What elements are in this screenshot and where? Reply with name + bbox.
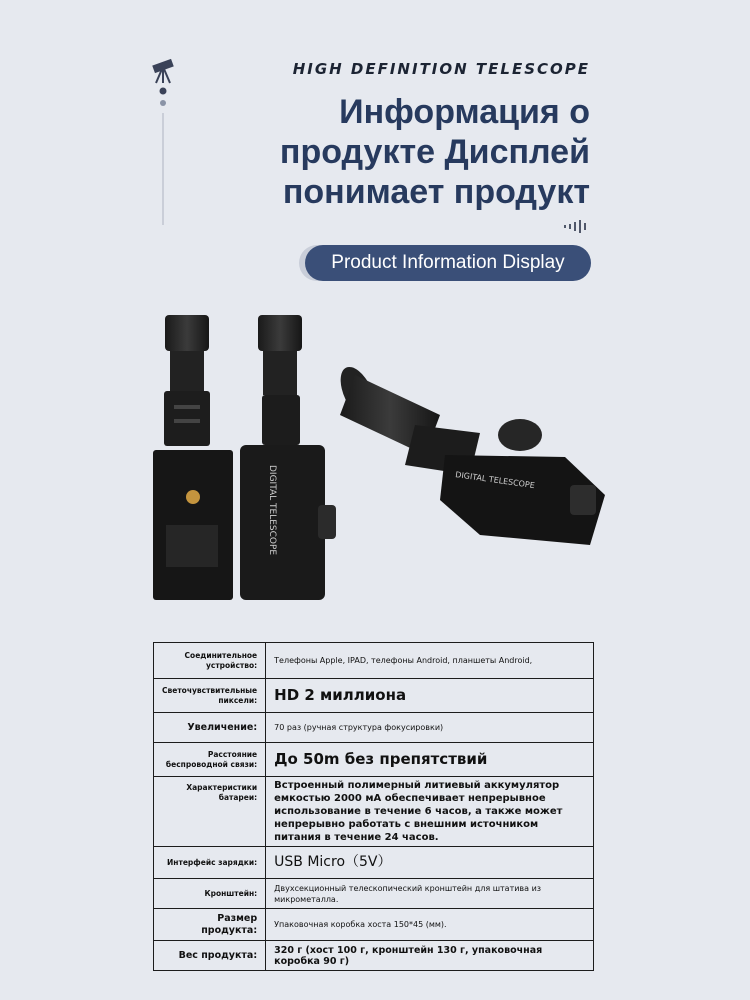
product-info-badge: Product Information Display (305, 245, 591, 281)
table-row (154, 713, 594, 743)
spec-value: HD 2 миллиона (266, 679, 594, 713)
title-line-2: продукте Дисплей (279, 133, 590, 171)
spec-label: Вес продукта: (154, 941, 266, 971)
product-photo (150, 305, 610, 610)
spec-label: Расстояние беспроводной связи: (154, 743, 266, 777)
table-row (154, 743, 594, 777)
device-label-angled: DIGITAL TELESCOPE (454, 470, 536, 491)
spec-label: Размер продукта: (154, 909, 266, 941)
table-row (154, 847, 594, 879)
table-row (154, 777, 594, 847)
spec-value: 320 г (хост 100 г, кронштейн 130 г, упаковочная коробка 90 г) (266, 941, 594, 971)
spec-value: 70 раз (ручная структура фокусировки) (266, 713, 594, 743)
spec-value: Телефоны Apple, IPAD, телефоны Android, планшеты Android, (266, 643, 594, 679)
spec-label: Соединительное устройство: (154, 643, 266, 679)
table-row (154, 941, 594, 971)
sound-wave-icon (562, 218, 590, 234)
telescope-front-view (153, 315, 233, 600)
table-row (154, 643, 594, 679)
device-label-side: DIGITAL TELESCOPE (267, 465, 277, 556)
table-row (154, 909, 594, 941)
spec-value: До 50m без препятствий (266, 743, 594, 777)
spec-label: Светочувствительные пиксели: (154, 679, 266, 713)
telescope-side-view (240, 315, 336, 600)
telescope-angled-view (333, 362, 605, 545)
spec-label: Интерфейс зарядки: (154, 847, 266, 879)
spec-label: Кронштейн: (154, 879, 266, 909)
spec-value: Встроенный полимерный литиевый аккумулятор емкостью 2000 мА обеспечивает непрерывное использование в течение 6 часов, а также может непрерывно работать с внешним источником питания в течение 24 часов. (266, 777, 594, 847)
title-line-3: понимает продукт (282, 173, 590, 211)
title-line-1: Информация о (339, 93, 590, 131)
page-title (170, 92, 590, 212)
spec-label: Характеристики батареи: (154, 777, 266, 847)
spec-value: Упаковочная коробка хоста 150*45 (мм). (266, 909, 594, 941)
table-row (154, 679, 594, 713)
spec-label: Увеличение: (154, 713, 266, 743)
spec-value: Двухсекционный телескопический кронштейн для штатива из микрометалла. (266, 879, 594, 909)
table-row (154, 879, 594, 909)
spec-table (153, 642, 594, 971)
subtitle-en: HIGH DEFINITION TELESCOPE (292, 60, 590, 78)
spec-value: USB Micro（5V） (266, 847, 594, 879)
